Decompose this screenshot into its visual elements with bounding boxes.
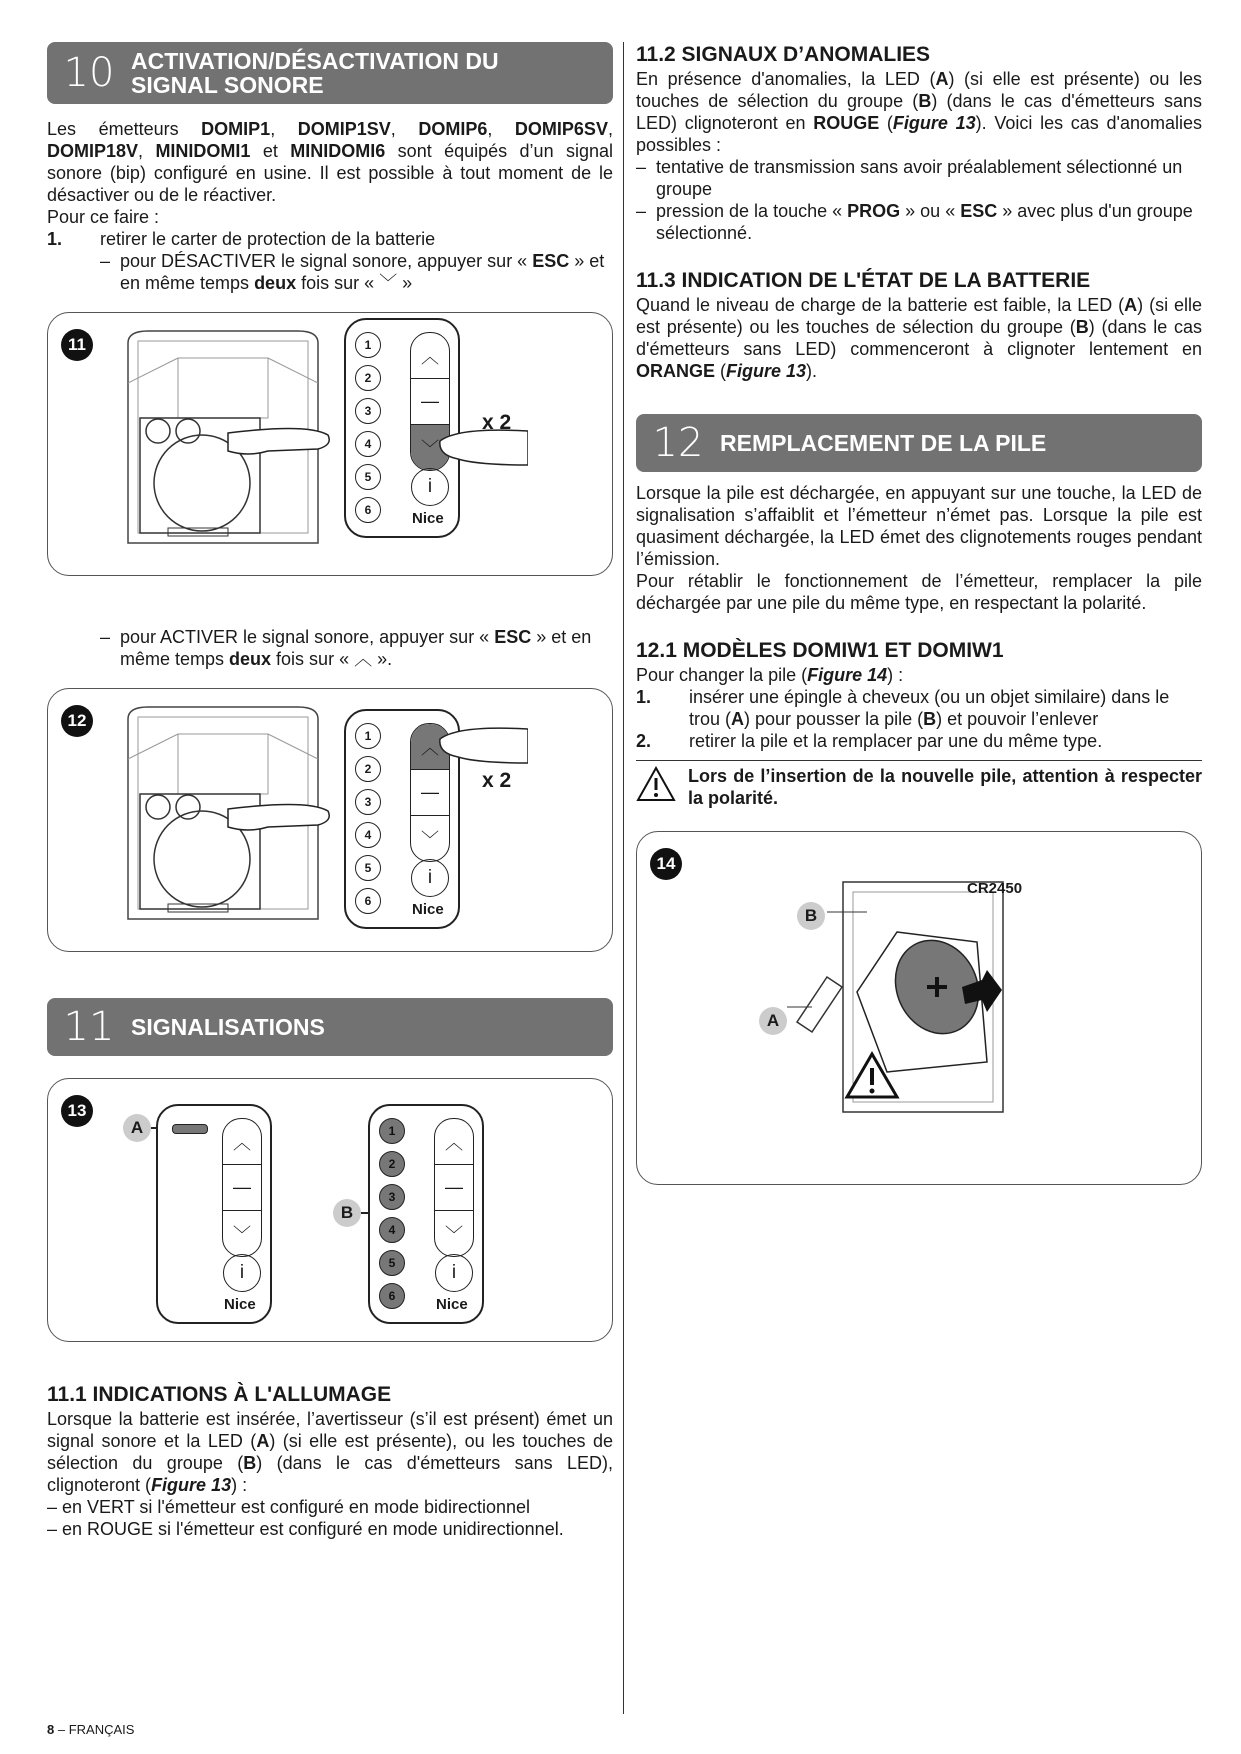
group-key-2[interactable]: 2 xyxy=(355,756,381,782)
column-divider xyxy=(623,42,624,1714)
figure-14 xyxy=(636,831,1202,1185)
up-button[interactable]: ︿ xyxy=(223,1119,261,1165)
battery-step-2: 2. retirer la pile et la remplacer par une du même type. xyxy=(636,731,1103,751)
stop-button[interactable]: — xyxy=(223,1165,261,1211)
battery-step-1: 1. insérer une épingle à cheveux (ou un objet similaire) dans le trou (A) pour pousser la pile (B) et pouvoir l’enlever xyxy=(636,687,1170,729)
figure-badge: 11 xyxy=(61,329,93,361)
group-key-4[interactable]: 4 xyxy=(355,431,381,457)
figure-11 xyxy=(47,312,613,576)
anomaly-2: – pression de la touche « PROG » ou « ESC » avec plus d'un groupe sélectionné. xyxy=(636,201,1193,243)
group-key-3[interactable]: 3 xyxy=(355,398,381,424)
info-button[interactable]: i xyxy=(411,468,449,506)
section-11-header xyxy=(47,998,613,1056)
group-key-2[interactable]: 2 xyxy=(355,365,381,391)
group-key-4[interactable]: 4 xyxy=(379,1217,405,1243)
brand-logo: Nice xyxy=(224,1296,256,1313)
brand-logo: Nice xyxy=(412,901,444,918)
group-key-5[interactable]: 5 xyxy=(355,855,381,881)
group-key-5[interactable]: 5 xyxy=(379,1250,405,1276)
section-12-header xyxy=(636,414,1202,472)
polarity-warning: Lors de l’insertion de la nouvelle pile, attention à respecter la polarité. xyxy=(636,760,1202,809)
command-rocker xyxy=(222,1118,262,1257)
left-column xyxy=(47,42,613,1540)
group-key-2[interactable]: 2 xyxy=(379,1151,405,1177)
red-indication: – en ROUGE si l'émetteur est configuré en mode unidirectionnel. xyxy=(47,1519,564,1539)
figure-badge: 12 xyxy=(61,705,93,737)
group-key-5[interactable]: 5 xyxy=(355,464,381,490)
section-number: 12 xyxy=(652,420,704,466)
figure-badge: 13 xyxy=(61,1095,93,1127)
group-key-3[interactable]: 3 xyxy=(355,789,381,815)
activate-instruction: – pour ACTIVER le signal sonore, appuyer sur « ESC » et en même temps deux fois sur « ︿ ». xyxy=(100,627,592,669)
up-button[interactable]: ︿ xyxy=(411,724,449,770)
label-b: B xyxy=(797,902,825,930)
command-rocker xyxy=(434,1118,474,1257)
down-button[interactable]: ﹀ xyxy=(445,1224,463,1245)
pour-ce-faire: Pour ce faire : xyxy=(47,207,160,227)
down-button[interactable]: ﹀ xyxy=(421,829,439,850)
group-key-6[interactable]: 6 xyxy=(379,1283,405,1309)
press-count: x 2 xyxy=(482,411,512,434)
stop-button[interactable]: — xyxy=(435,1165,473,1211)
battery-cover-illustration xyxy=(118,323,358,553)
group-key-1[interactable]: 1 xyxy=(355,332,381,358)
stop-button[interactable]: — xyxy=(411,770,449,816)
section-10-intro: Les émetteurs DOMIP1, DOMIP1SV, DOMIP6, DOMIP6SV, DOMIP18V, MINIDOMI1 et MINIDOMI6 sont équipés d’un signal sonore (bip) configuré en usine. Il est possible à tout moment de le désactiver ou de le réactiver. xyxy=(47,119,614,205)
anomaly-1: – tentative de transmission sans avoir préalablement sélectionné un groupe xyxy=(636,157,1183,199)
info-button[interactable]: i xyxy=(435,1254,473,1292)
right-column xyxy=(636,42,1202,1185)
group-keys xyxy=(379,1118,405,1309)
info-button[interactable]: i xyxy=(223,1254,261,1292)
section-title: REMPLACEMENT DE LA PILE xyxy=(720,430,1047,456)
section-title: ACTIVATION/DÉSACTIVATION DU SIGNAL SONORE xyxy=(131,48,499,98)
stop-button[interactable]: — xyxy=(411,379,449,425)
page-footer: 8 – FRANÇAIS xyxy=(47,1722,135,1737)
step-1: 1. retirer le carter de protection de la batterie xyxy=(47,229,436,249)
info-button[interactable]: i xyxy=(411,859,449,897)
press-count: x 2 xyxy=(482,769,512,792)
group-key-6[interactable]: 6 xyxy=(355,888,381,914)
finger-illustration xyxy=(438,719,528,765)
brand-logo: Nice xyxy=(412,510,444,527)
section-title: SIGNALISATIONS xyxy=(131,1014,325,1040)
group-keys xyxy=(355,332,381,523)
label-b: B xyxy=(333,1199,361,1227)
warning-icon xyxy=(636,765,676,803)
up-button[interactable]: ︿ xyxy=(435,1119,473,1165)
group-key-6[interactable]: 6 xyxy=(355,497,381,523)
subsection-11-1-text: Lorsque la batterie est insérée, l’avertisseur (s’il est présent) émet un signal sonore et la LED (A) (si elle est présente), ou les touches de sélection du groupe (B) (dans le cas d'émetteurs sans LED), clignoteront (Figure 13) : xyxy=(47,1409,613,1495)
group-key-1[interactable]: 1 xyxy=(379,1118,405,1144)
remote-with-led xyxy=(156,1104,272,1324)
group-keys xyxy=(355,723,381,914)
section-number: 11 xyxy=(63,1004,115,1050)
subsection-11-2-text: En présence d'anomalies, la LED (A) (si elle est présente) ou les touches de sélection du groupe (B) (dans le cas d'émetteurs sans LED) clignoteront en ROUGE (Figure 13). Voici les cas d'anomalies possibles : xyxy=(636,69,1202,155)
subsection-11-1-title: 11.1 INDICATIONS À L'ALLUMAGE xyxy=(47,1383,392,1406)
group-key-1[interactable]: 1 xyxy=(355,723,381,749)
brand-logo: Nice xyxy=(436,1296,468,1313)
subsection-12-1-intro: Pour changer la pile (Figure 14) : xyxy=(636,665,904,685)
section-12-text-2: Pour rétablir le fonctionnement de l’émetteur, remplacer la pile déchargée par une pile du même type, en respectant la polarité. xyxy=(636,571,1202,613)
group-key-4[interactable]: 4 xyxy=(355,822,381,848)
status-led xyxy=(172,1124,208,1134)
subsection-11-3-text: Quand le niveau de charge de la batterie est faible, la LED (A) (si elle est présente) ou les touches de sélection du groupe (B) (dans le cas d'émetteurs sans LED) commenceront à clignoter lentement en ORANGE (Figure 13). xyxy=(636,295,1202,381)
figure-badge: 14 xyxy=(650,848,682,880)
battery-model-label: CR2450 xyxy=(967,880,1023,897)
figure-12 xyxy=(47,688,613,952)
section-10-header xyxy=(47,42,613,104)
up-button[interactable]: ︿ xyxy=(411,333,449,379)
battery-cover-illustration xyxy=(118,699,358,929)
figure-13 xyxy=(47,1078,613,1342)
deactivate-instruction: – pour DÉSACTIVER le signal sonore, appuyer sur « ESC » et en même temps deux fois sur « ﹀ » xyxy=(100,251,605,293)
label-a: A xyxy=(123,1114,151,1142)
group-key-3[interactable]: 3 xyxy=(379,1184,405,1210)
section-12-text-1: Lorsque la pile est déchargée, en appuyant sur une touche, la LED de signalisation s’affaiblit et l’émetteur n’émet pas. Lorsque la pile est quasiment déchargée, la LED émet des clignotements rouges pendant l’émission. xyxy=(636,483,1202,569)
section-number: 10 xyxy=(63,50,115,96)
down-button[interactable]: ﹀ xyxy=(233,1224,251,1245)
down-button[interactable]: ﹀ xyxy=(411,425,449,470)
subsection-11-3-title: 11.3 INDICATION DE L'ÉTAT DE LA BATTERIE xyxy=(636,269,1091,292)
green-indication: – en VERT si l'émetteur est configuré en mode bidirectionnel xyxy=(47,1497,531,1517)
label-a: A xyxy=(759,1007,787,1035)
subsection-12-1-title: 12.1 MODÈLES DOMIW1 ET DOMIW1 xyxy=(636,639,1004,662)
subsection-11-2-title: 11.2 SIGNAUX D’ANOMALIES xyxy=(636,43,931,66)
remote-with-group-keys xyxy=(368,1104,484,1324)
